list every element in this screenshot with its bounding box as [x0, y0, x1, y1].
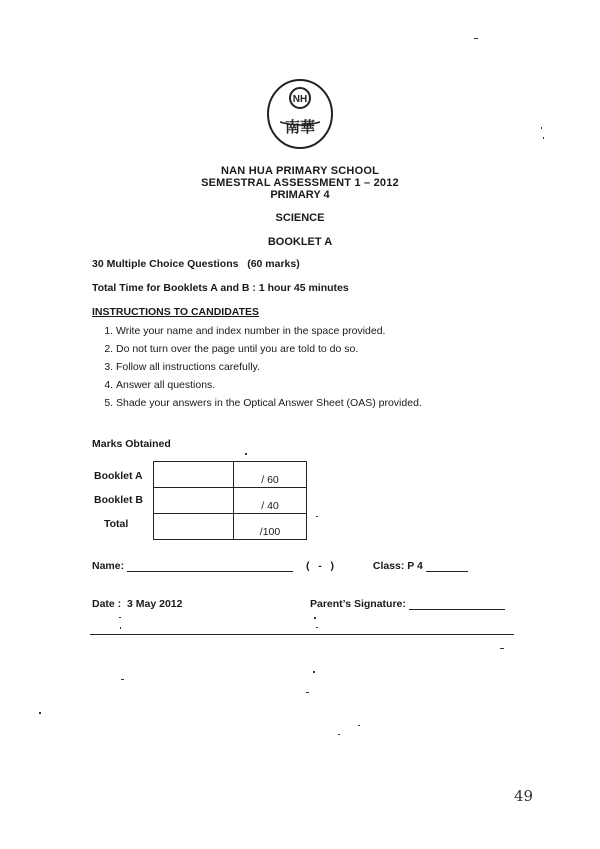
booklet-title: BOOKLET A [267, 236, 333, 248]
name-row [92, 560, 468, 572]
instructions-title: INSTRUCTIONS TO CANDIDATES [92, 306, 260, 318]
marks-table [153, 461, 307, 540]
level: PRIMARY 4 [270, 189, 330, 201]
instruction-item: 3. Follow all instructions carefully. [116, 358, 422, 376]
marks-label-booklet-a: Booklet A [94, 470, 143, 482]
instructions-list [96, 322, 422, 412]
instruction-item: 4. Answer all questions. [116, 376, 422, 394]
scan-speck [500, 648, 504, 649]
scan-speck [119, 617, 121, 618]
date: Date : 3 May 2012 [92, 598, 183, 610]
parent-signature-field[interactable] [409, 609, 505, 610]
scan-speck [313, 671, 315, 673]
svg-text:NH: NH [292, 94, 308, 105]
class-label: Class: P 4 [372, 560, 423, 572]
marks-max: / 60 [234, 462, 307, 488]
instruction-item: 2. Do not turn over the page until you are told to do so. [116, 340, 422, 358]
svg-text:南華: 南華 [284, 118, 316, 136]
marks-max: /100 [234, 514, 307, 540]
school-name: NAN HUA PRIMARY SCHOOL [221, 165, 379, 177]
index-bracket: ( - ) [305, 560, 334, 572]
divider [90, 634, 514, 635]
scan-speck [316, 627, 318, 628]
scan-speck [541, 127, 542, 129]
marks-cell[interactable] [154, 462, 234, 488]
instruction-item: 1. Write your name and index number in the space provided. [116, 322, 422, 340]
table-row [154, 488, 307, 514]
subject: SCIENCE [275, 212, 325, 224]
marks-label-total: Total [104, 518, 129, 530]
scan-speck [120, 627, 121, 629]
name-label: Name: [92, 560, 125, 572]
parent-signature-label: Parent’s Signature: [310, 598, 406, 610]
marks-title: Marks Obtained [92, 438, 171, 450]
assessment-title: SEMESTRAL ASSESSMENT 1 – 2012 [201, 177, 399, 189]
scan-speck [338, 734, 340, 735]
marks-cell[interactable] [154, 488, 234, 514]
name-field[interactable] [127, 571, 293, 572]
page-number: 49 [514, 787, 534, 805]
instruction-item: 5. Shade your answers in the Optical Answer Sheet (OAS) provided. [116, 394, 422, 412]
table-row [154, 514, 307, 540]
scan-speck [39, 712, 41, 714]
marks-label-booklet-b: Booklet B [94, 494, 144, 506]
time-line: Total Time for Booklets A and B : 1 hour 45 minutes [92, 282, 349, 294]
scan-speck [306, 692, 309, 693]
marks-cell[interactable] [154, 514, 234, 540]
scan-speck [316, 516, 318, 517]
scan-speck [543, 137, 544, 139]
table-row [154, 462, 307, 488]
scan-speck [245, 453, 247, 455]
school-logo [266, 78, 334, 150]
marks-max: / 40 [234, 488, 307, 514]
scan-speck [474, 38, 478, 39]
parent-signature-row [310, 598, 505, 610]
scan-speck [314, 617, 316, 619]
scan-speck [358, 725, 360, 726]
class-field[interactable] [426, 571, 468, 572]
mcq-line: 30 Multiple Choice Questions (60 marks) [92, 258, 300, 270]
scan-speck [121, 679, 124, 680]
